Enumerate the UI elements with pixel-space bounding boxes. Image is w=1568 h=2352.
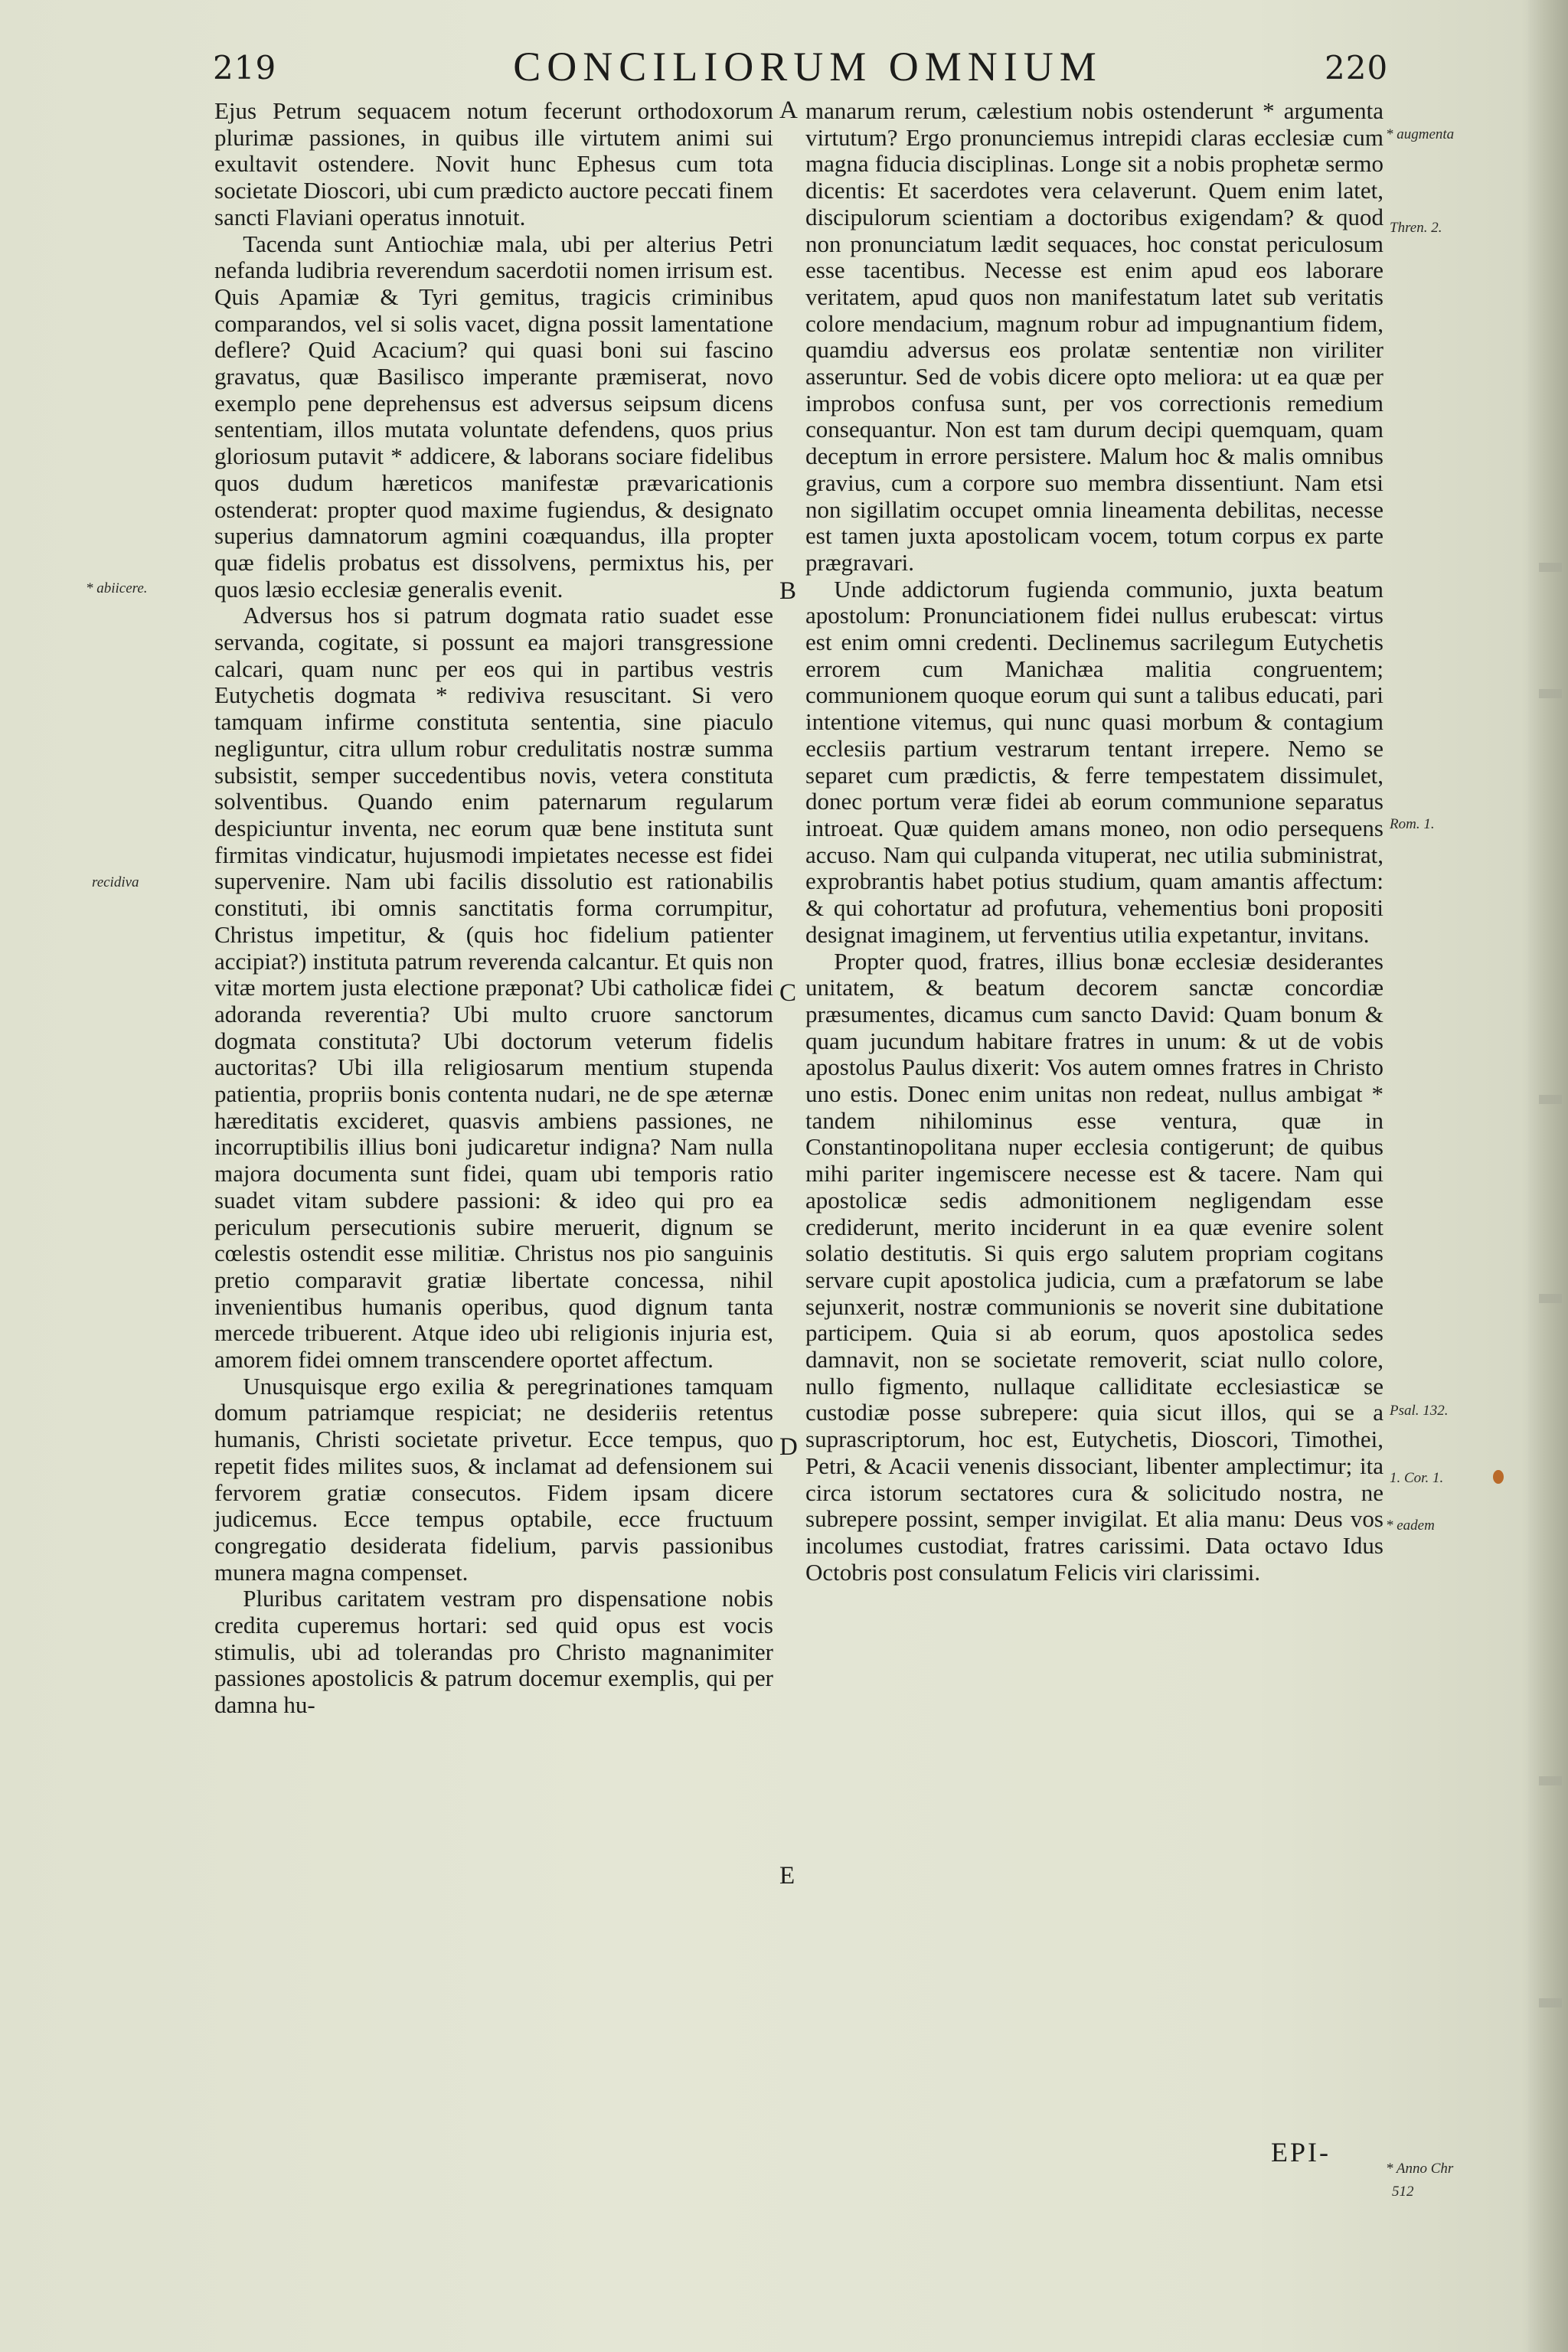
margin-note: 1. Cor. 1. <box>1390 1470 1444 1486</box>
catchword: EPI- <box>1271 2137 1331 2167</box>
bleed-through-mark <box>1539 1776 1562 1785</box>
margin-note: * eadem <box>1386 1517 1435 1534</box>
page-number-left: 219 <box>213 49 277 87</box>
margin-note: recidiva <box>92 874 139 890</box>
section-letter: D <box>779 1433 798 1461</box>
bleed-through-mark <box>1539 1294 1562 1303</box>
section-letter: B <box>779 577 797 605</box>
section-letter: C <box>779 979 797 1007</box>
paper-stain-mark <box>1493 1470 1504 1484</box>
paragraph: Propter quod, fratres, illius bonæ ecclesiæ desiderantes unitatem, & beatum decorem sanctæ concordiæ præsumentes, dicamus cum sancto David: Quam bonum & quam jucundum habitare fratres in unum: & ut de vobis apostolus Paulus dixerit: Vos autem omnes fratres in Christo uno estis. Donec enim unitas non redeat, nullus ambigat * tandem nihilominus esse ventura, quæ in Constantinopolitana nuper ecclesia contigerunt; de quibus mihi pariter ingemiscere necesse est & tacere. Nam qui apostolicæ sedis admonitionem negligendam esse crediderunt, merito inciderunt in ea quæ evenire solent solatio destitutis. Si quis ergo salutem propriam cogitans servare cupit apostolica judicia, cum a præfatorum se labe sejunxerit, nostræ communionis se noverit sine dubitatione participem. Quia si ab eorum, quos apostolica sedes damnavit, non se societate removerit, sciat nullo colore, nullo figmento, nullaque calliditate ecclesiasticæ se custodiæ posse subrepere: quia sicut illos, qui se a suprascriptorum, hoc est, Eutychetis, Dioscori, Timothei, Petri, & Acacii venenis dissociant, libenter amplectimur; ita circa istorum sectatores cura & solicitudo nostra, ne subrepere possint, semper invigilat. Et alia manu: Deus vos incolumes custodiat, fratres carissimi. Data octavo Idus Octobris post consulatum Felicis viri clarissimi. <box>805 947 1383 1586</box>
bleed-through-mark <box>1539 563 1562 572</box>
section-letter: E <box>779 1862 795 1890</box>
section-letter: A <box>779 96 798 124</box>
paragraph: Unusquisque ergo exilia & peregrinationes tamquam domum patriamque respiciat; ne desideriis retentus humanis, Christi societate privetur. Ecce tempus, quo repetit fides milites suos, & inclamat ad defensionem sui fervorem gratiæ consecutos. Fidem ipsam dicere judicemus. Ecce tempus optabile, ecce fructuum congregatio desiderata fidelium, parvis passionibus munera magna compenset. <box>214 1372 773 1586</box>
margin-note: 512 <box>1392 2184 1414 2200</box>
bleed-through-mark <box>1539 1095 1562 1104</box>
paragraph: Tacenda sunt Antiochiæ mala, ubi per alterius Petri nefanda ludibria reverendum sacerdotii nomen irrisum est. Quis Apamiæ & Tyri gemitus, tragicis criminibus comparandos, vel si solis vacet, digna possit lamentatione deflere? Quid Acacium? qui quasi boni sui fascino gravatus, quæ Basilisco imperante præmiserat, novo exemplo pene deprehensus est adversus seipsum dicens sententiam, illos mutata voluntate defendens, quos prius gloriosum putavit * addicere, & laborans sociare fidelibus quos dudum hæreticos manifestæ prævaricationis ostenderat: propter quod maxime fugiendus, & designato superius damnatorum agmini coæquandus, illa propter quæ fidelis probatus est dissolvens, permixtus his, per quos læsio ecclesiæ generalis evenit. <box>214 230 773 603</box>
margin-note: * abiicere. <box>86 580 148 596</box>
right-text-column <box>805 98 1383 1586</box>
paragraph: Unde addictorum fugienda communio, juxta beatum apostolum: Pronunciationem fidei nullus erubescat: virtus est enim omni credenti. Declinemus sacrilegum Eutychetis errorem cum Manichæa malitia congruentem; communionem quoque eorum qui sunt a talibus educati, pari intentione vitemus, qui nunc quasi morbum & contagium ecclesiis partium vestrarum tentant irrepere. Nemo se separet cum prædictis, & ferre tempestatem dissimulet, donec portum veræ fidei ab eorum communione separatus introeat. Quæ quidem amans moneo, non odio persequens accuso. Nam qui culpanda vituperat, nec utilia subministrat, exprobrantis habet potius studium, quam amantis affectum: & qui cohortatur ad profutura, vehementius boni propositi designat imaginem, ut ferventius utilia expetantur, invitans. <box>805 575 1383 948</box>
margin-note: Thren. 2. <box>1390 220 1442 236</box>
paragraph: Adversus hos si patrum dogmata ratio suadet esse servanda, cogitate, si possunt ea majori transgressione calcari, quam nunc per eos qui in partibus vestris Eutychetis dogmata * rediviva resuscitant. Si vero tamquam infirme constituta sententia, sine piaculo negliguntur, citra ullum robur credulitatis nostræ summa subsistit, semper succedentibus novis, vetera constituta solventibus. Quando enim paternarum regularum despiciuntur inventa, nec eorum quæ bene instituta sunt firmitas vindicatur, hujusmodi impietates necesse est fidei supervenire. Nam ubi facilis dissolutio est rationabilis constituti, ibi omnis sanctitatis forma corrumpitur, Christus impetitur, & (quis hoc fidelium patienter accipiat?) instituta patrum reverenda calcantur. Et quis non vitæ mortem justa electione præponat? Ubi catholicæ fidei adoranda reverentia? Ubi multo cruore sanctorum dogmata constituta? Ubi doctorum veterum fidelis auctoritas? Ubi illa religiosarum mentium stupenda patientia, propriis bonis contenta nudari, ne de spe æternæ hæreditatis excideret, quasvis ambiens passiones, ne incorruptibilis illius boni judicaretur indigna? Nam nulla majora documenta sunt fidei, quam ubi temporis ratio suadet vitam subdere passioni: & ideo qui pro ea periculum persecutionis subire meruerit, dignum se cœlestis ostendit esse militiæ. Christus nos pio sanguinis pretio comparavit gratiæ libertate concessa, nihil invenientibus humanis operibus, quod dignum tanta mercede tribuerent. Atque ideo ubi religionis injuria est, amorem fidei omnem transcendere oportet affectum. <box>214 602 773 1374</box>
page-number-right: 220 <box>1325 49 1389 87</box>
paragraph: manarum rerum, cælestium nobis ostenderunt * argumenta virtutum? Ergo pronunciemus intrepidi claras ecclesiæ cum magna fiducia disciplinas. Longe sit a nobis prophetæ sermo dicentis: Et sacerdotes vera celaverunt. Quem enim latet, discipulorum scientiam a doctoribus exigendam? & quod non pronunciatum lædit sequaces, hoc constat periculosum esse tacentibus. Necesse est enim apud eos laborare veritatem, apud quos non manifestatum latet sub veritatis colore mendacium, magnum robur ad impugnantium fidem, quamdiu adversus eos prolatæ sententiæ non viriliter asseruntur. Sed de vobis dicere opto meliora: ut ea quæ per improbos confusa sunt, per vos correctionis remedium consequantur. Non est tam durum decipi quemquam, quam deceptum in errore persistere. Malum hoc & malis omnibus gravius, cum a corpore suo membra dissentiunt. Nam etsi non sigillatim occupet omnia lineamenta debilitas, necesse est tamen juxta apostolicam vocem, totum corpus ex parte prægravari. <box>805 97 1383 576</box>
margin-note: * Anno Chr <box>1386 2161 1454 2177</box>
margin-note: * augmenta <box>1386 126 1455 142</box>
left-text-column <box>214 98 773 1719</box>
running-title: CONCILIORUM OMNIUM <box>513 44 1102 90</box>
bleed-through-mark <box>1539 1998 1562 2007</box>
bleed-through-mark <box>1539 689 1562 698</box>
paragraph: Ejus Petrum sequacem notum fecerunt orthodoxorum plurimæ passiones, in quibus ille virtutem animi sui exultavit ostendere. Novit hunc Ephesus cum tota societate Dioscori, ubi cum prædicto auctore peccati finem sancti Flaviani operatus innotuit. <box>214 97 773 230</box>
paragraph: Pluribus caritatem vestram pro dispensatione nobis credita cuperemus hortari: sed quid opus est vocis stimulis, ubi ad tolerandas pro Christo magnanimiter passiones apostolicis & patrum docemur exemplis, qui per damna hu- <box>214 1585 773 1719</box>
margin-note: Psal. 132. <box>1390 1403 1449 1419</box>
margin-note: Rom. 1. <box>1390 816 1435 832</box>
